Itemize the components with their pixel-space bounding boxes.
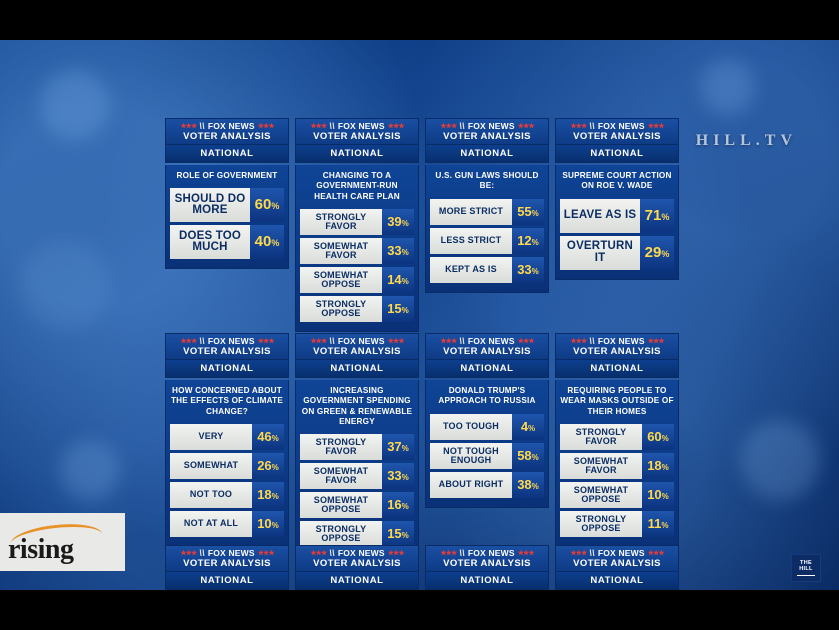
rising-logo: [0, 513, 125, 571]
poll-rows: [170, 424, 284, 537]
bokeh-dot: [700, 60, 755, 115]
poll-row-label: SOMEWHAT: [170, 453, 252, 479]
poll-panel-body: [165, 380, 289, 547]
poll-row-number: 18: [647, 457, 662, 473]
poll-rows: [300, 209, 414, 322]
percent-sign: %: [401, 473, 409, 482]
poll-row-number: 39: [387, 213, 402, 229]
fox-slash-icon: \\: [199, 547, 205, 558]
fox-news-label: FOX NEWS: [597, 121, 645, 131]
poll-row-value: [250, 225, 284, 259]
fox-slash-icon: \\: [329, 335, 335, 346]
the-hill-bug-line2: HILL: [799, 566, 813, 573]
stars-icon: ★★★: [257, 549, 274, 557]
fox-news-logo: [295, 333, 419, 360]
poll-row-number: 58: [517, 447, 532, 463]
poll-row: [560, 511, 674, 537]
poll-row: [430, 199, 544, 225]
fox-slash-icon: \\: [589, 335, 595, 346]
stars-icon: ★★★: [570, 337, 587, 345]
percent-sign: %: [401, 531, 409, 540]
voter-analysis-label: VOTER ANALYSIS: [183, 130, 271, 142]
poll-panel: [555, 118, 679, 280]
poll-row-number: 40: [254, 233, 272, 251]
fox-news-header-p3: [555, 118, 679, 163]
poll-row-number: 12: [517, 232, 532, 248]
poll-row-value: [382, 209, 414, 235]
poll-row: [170, 225, 284, 259]
poll-row-value: [512, 199, 544, 225]
the-hill-bug-rule: [797, 575, 815, 577]
poll-row: [170, 453, 284, 479]
poll-row-number: 55: [517, 203, 532, 219]
poll-panel-body: [555, 165, 679, 280]
voter-analysis-label: VOTER ANALYSIS: [183, 557, 271, 569]
scope-label: NATIONAL: [425, 145, 549, 163]
poll-row: [560, 453, 674, 479]
poll-row-label: LESS STRICT: [430, 228, 512, 254]
percent-sign: %: [661, 211, 670, 222]
poll-panel: [555, 333, 679, 547]
poll-row: [300, 296, 414, 322]
percent-sign: %: [661, 491, 669, 501]
voter-analysis-label: VOTER ANALYSIS: [443, 557, 531, 569]
fox-news-label: FOX NEWS: [597, 336, 645, 346]
poll-row: [560, 236, 674, 270]
stars-icon: ★★★: [647, 549, 664, 557]
poll-row-number: 37: [387, 439, 402, 454]
percent-sign: %: [531, 237, 539, 247]
fox-news-label: FOX NEWS: [207, 548, 255, 558]
poll-row-number: 71: [644, 206, 662, 224]
poll-row-value: [512, 228, 544, 254]
poll-panel-body: [555, 380, 679, 547]
poll-row-label: SOMEWHAT FAVOR: [560, 453, 642, 479]
poll-row-value: [512, 257, 544, 283]
poll-row-label: SOMEWHAT FAVOR: [300, 238, 382, 264]
stars-icon: ★★★: [310, 122, 327, 130]
poll-row: [170, 424, 284, 450]
percent-sign: %: [528, 423, 536, 433]
poll-row-number: 14: [387, 271, 402, 287]
scope-label: NATIONAL: [425, 572, 549, 590]
percent-sign: %: [661, 433, 669, 443]
stars-icon: ★★★: [570, 122, 587, 130]
poll-row-number: 60: [647, 428, 662, 444]
percent-sign: %: [401, 305, 409, 315]
poll-row-label: ABOUT RIGHT: [430, 472, 512, 498]
fox-slash-icon: \\: [329, 547, 335, 558]
voter-analysis-label: VOTER ANALYSIS: [573, 345, 661, 357]
voter-analysis-label: VOTER ANALYSIS: [573, 130, 661, 142]
stars-icon: ★★★: [257, 337, 274, 345]
poll-rows: [170, 188, 284, 259]
percent-sign: %: [531, 208, 539, 218]
poll-row: [430, 472, 544, 498]
the-hill-bug: [791, 554, 821, 582]
poll-row-label: SOMEWHAT FAVOR: [300, 463, 382, 489]
bokeh-dot: [740, 420, 820, 500]
percent-sign: %: [531, 481, 539, 491]
bokeh-dot: [20, 240, 110, 330]
poll-row: [430, 228, 544, 254]
poll-row-number: 33: [517, 261, 532, 277]
fox-news-header-p1: [295, 118, 419, 163]
fox-slash-icon: \\: [589, 120, 595, 131]
scope-label: NATIONAL: [165, 360, 289, 378]
fox-news-header-p7: [555, 333, 679, 378]
poll-row-number: 38: [517, 476, 532, 492]
percent-sign: %: [271, 238, 280, 249]
scope-label: NATIONAL: [425, 360, 549, 378]
poll-row-number: 33: [387, 242, 402, 258]
percent-sign: %: [661, 248, 670, 259]
poll-row: [560, 199, 674, 233]
poll-row: [170, 511, 284, 537]
fox-news-header-p2: [425, 118, 549, 163]
poll-row: [300, 521, 414, 547]
poll-row-label: SOMEWHAT OPPOSE: [300, 492, 382, 518]
poll-row-label: STRONGLY FAVOR: [560, 424, 642, 450]
scope-label: NATIONAL: [555, 360, 679, 378]
poll-question: SUPREME COURT ACTION ON ROE V. WADE: [562, 171, 672, 191]
poll-row: [170, 188, 284, 222]
poll-row-value: [640, 236, 674, 270]
poll-row-value: [382, 267, 414, 293]
poll-row-label: STRONGLY FAVOR: [300, 434, 382, 460]
stars-icon: ★★★: [310, 549, 327, 557]
fox-news-label: FOX NEWS: [207, 336, 255, 346]
poll-row: [300, 209, 414, 235]
poll-row: [300, 267, 414, 293]
stars-icon: ★★★: [310, 337, 327, 345]
hilltv-watermark: HILL.TV: [695, 132, 797, 149]
voter-analysis-label: VOTER ANALYSIS: [313, 557, 401, 569]
percent-sign: %: [271, 201, 280, 212]
poll-row-value: [382, 521, 414, 547]
poll-rows: [430, 199, 544, 283]
voter-analysis-grid: [165, 118, 681, 592]
fox-news-header-p4: [165, 333, 289, 378]
poll-row-value: [382, 296, 414, 322]
fox-news-logo: [555, 333, 679, 360]
percent-sign: %: [401, 247, 409, 257]
fox-news-header-p6: [425, 333, 549, 378]
stars-icon: ★★★: [387, 337, 404, 345]
stars-icon: ★★★: [387, 549, 404, 557]
poll-row: [560, 424, 674, 450]
poll-row-label: KEPT AS IS: [430, 257, 512, 283]
poll-row-value: [640, 199, 674, 233]
percent-sign: %: [271, 491, 279, 501]
poll-row-value: [250, 188, 284, 222]
scope-label: NATIONAL: [555, 572, 679, 590]
poll-row-value: [642, 453, 674, 479]
scope-label: NATIONAL: [295, 145, 419, 163]
poll-panel: [425, 333, 549, 508]
poll-row-number: 46: [257, 428, 272, 444]
fox-slash-icon: \\: [329, 120, 335, 131]
poll-row-number: 18: [257, 486, 272, 502]
poll-row-label: TOO TOUGH: [430, 414, 512, 440]
poll-row-label: SHOULD DO MORE: [170, 188, 250, 222]
fox-slash-icon: \\: [459, 335, 465, 346]
stars-icon: ★★★: [180, 337, 197, 345]
poll-row-value: [512, 472, 544, 498]
poll-row-number: 4: [520, 418, 529, 434]
stars-icon: ★★★: [440, 122, 457, 130]
fox-slash-icon: \\: [589, 547, 595, 558]
percent-sign: %: [271, 462, 279, 472]
poll-row: [560, 482, 674, 508]
poll-row-number: 10: [647, 486, 662, 502]
fox-news-label: FOX NEWS: [467, 121, 515, 131]
poll-row-label: NOT TOO: [170, 482, 252, 508]
poll-row-label: SOMEWHAT OPPOSE: [560, 482, 642, 508]
scope-label: NATIONAL: [555, 145, 679, 163]
bokeh-dot: [40, 70, 110, 140]
voter-analysis-label: VOTER ANALYSIS: [183, 345, 271, 357]
fox-news-logo: [165, 333, 289, 360]
voter-analysis-label: VOTER ANALYSIS: [313, 345, 401, 357]
fox-news-logo: [425, 333, 549, 360]
percent-sign: %: [271, 520, 279, 530]
poll-row-value: [382, 434, 414, 460]
fox-news-logo: [555, 118, 679, 145]
fox-news-header-bottom2: [425, 545, 549, 590]
fox-news-label: FOX NEWS: [337, 336, 385, 346]
stars-icon: ★★★: [257, 122, 274, 130]
poll-row-number: 60: [254, 196, 272, 214]
fox-slash-icon: \\: [199, 335, 205, 346]
poll-row-value: [512, 414, 544, 440]
poll-row-label: STRONGLY FAVOR: [300, 209, 382, 235]
percent-sign: %: [661, 462, 669, 472]
fox-news-logo: [425, 545, 549, 572]
poll-row: [300, 463, 414, 489]
poll-row-label: SOMEWHAT OPPOSE: [300, 267, 382, 293]
fox-news-logo: [165, 545, 289, 572]
poll-question: INCREASING GOVERNMENT SPENDING ON GREEN & RENEWABLE ENERGY: [301, 386, 413, 426]
poll-row-value: [382, 463, 414, 489]
poll-question: DONALD TRUMP'S APPROACH TO RUSSIA: [438, 386, 536, 406]
rising-swoosh-icon: [8, 521, 104, 537]
poll-row: [430, 443, 544, 469]
fox-news-label: FOX NEWS: [337, 121, 385, 131]
fox-news-logo: [295, 118, 419, 145]
stars-icon: ★★★: [647, 122, 664, 130]
poll-panel: [165, 333, 289, 547]
poll-question: CHANGING TO A GOVERNMENT-RUN HEALTH CARE PLAN: [314, 171, 400, 201]
poll-rows: [560, 199, 674, 270]
voter-analysis-label: VOTER ANALYSIS: [443, 130, 531, 142]
fox-slash-icon: \\: [459, 120, 465, 131]
stars-icon: ★★★: [517, 122, 534, 130]
percent-sign: %: [271, 433, 279, 443]
poll-panel-body: [295, 165, 419, 332]
fox-news-label: FOX NEWS: [467, 336, 515, 346]
stars-icon: ★★★: [180, 122, 197, 130]
stars-icon: ★★★: [570, 549, 587, 557]
poll-panel: [295, 333, 419, 557]
poll-question: REQUIRING PEOPLE TO WEAR MASKS OUTSIDE OF THEIR HOMES: [560, 386, 674, 416]
fox-news-logo: [295, 545, 419, 572]
poll-row-label: VERY: [170, 424, 252, 450]
percent-sign: %: [401, 444, 409, 453]
fox-slash-icon: \\: [459, 547, 465, 558]
poll-row-label: OVERTURN IT: [560, 236, 640, 270]
fox-news-label: FOX NEWS: [207, 121, 255, 131]
poll-panel: [295, 118, 419, 332]
poll-panel-body: [425, 380, 549, 508]
voter-analysis-label: VOTER ANALYSIS: [313, 130, 401, 142]
poll-row-value: [252, 482, 284, 508]
poll-row-value: [382, 492, 414, 518]
poll-rows: [300, 434, 414, 547]
poll-row-number: 11: [647, 515, 662, 531]
poll-question: HOW CONCERNED ABOUT THE EFFECTS OF CLIMATE CHANGE?: [170, 386, 284, 416]
poll-question: ROLE OF GOVERNMENT: [176, 171, 278, 180]
stars-icon: ★★★: [517, 549, 534, 557]
poll-row-label: STRONGLY OPPOSE: [300, 521, 382, 547]
poll-row: [170, 482, 284, 508]
poll-row-number: 15: [387, 526, 402, 541]
fox-news-label: FOX NEWS: [597, 548, 645, 558]
fox-news-header-bottom3: [555, 545, 679, 590]
poll-row-value: [252, 453, 284, 479]
poll-row-value: [512, 443, 544, 469]
scope-label: NATIONAL: [165, 145, 289, 163]
poll-row-value: [642, 424, 674, 450]
percent-sign: %: [401, 276, 409, 286]
bokeh-dot: [60, 440, 120, 500]
poll-rows: [560, 424, 674, 537]
stars-icon: ★★★: [387, 122, 404, 130]
poll-row-value: [252, 511, 284, 537]
poll-question: U.S. GUN LAWS SHOULD BE:: [435, 171, 539, 191]
voter-analysis-label: VOTER ANALYSIS: [573, 557, 661, 569]
percent-sign: %: [401, 502, 409, 511]
poll-row-number: 15: [387, 300, 402, 316]
poll-panel-body: [425, 165, 549, 293]
percent-sign: %: [401, 218, 409, 228]
poll-row: [430, 414, 544, 440]
poll-rows: [430, 414, 544, 498]
fox-news-header-bottom1: [295, 545, 419, 590]
scope-label: NATIONAL: [295, 572, 419, 590]
voter-analysis-label: VOTER ANALYSIS: [443, 345, 531, 357]
fox-news-logo: [555, 545, 679, 572]
poll-row: [430, 257, 544, 283]
fox-news-header-bottom0: [165, 545, 289, 590]
the-hill-bug-line1: THE: [800, 559, 812, 566]
fox-news-logo: [165, 118, 289, 145]
percent-sign: %: [531, 452, 539, 462]
poll-row-value: [252, 424, 284, 450]
fox-news-logo: [425, 118, 549, 145]
poll-row-number: 10: [257, 515, 272, 531]
poll-row-label: NOT TOUGH ENOUGH: [430, 443, 512, 469]
poll-row-value: [642, 511, 674, 537]
poll-row: [300, 492, 414, 518]
poll-row-label: MORE STRICT: [430, 199, 512, 225]
poll-panel: [425, 118, 549, 293]
poll-row-label: STRONGLY OPPOSE: [560, 511, 642, 537]
stars-icon: ★★★: [440, 549, 457, 557]
fox-news-header-p5: [295, 333, 419, 378]
poll-row-number: 29: [644, 243, 662, 261]
rising-wordmark: rising: [8, 533, 74, 565]
poll-panel-body: [165, 165, 289, 269]
fox-slash-icon: \\: [199, 120, 205, 131]
stars-icon: ★★★: [517, 337, 534, 345]
poll-row-number: 33: [387, 468, 402, 483]
poll-row-number: 16: [387, 497, 402, 512]
fox-news-label: FOX NEWS: [337, 548, 385, 558]
stars-icon: ★★★: [647, 337, 664, 345]
scope-label: NATIONAL: [165, 572, 289, 590]
poll-row-value: [642, 482, 674, 508]
fox-news-header-p0: [165, 118, 289, 163]
fox-news-label: FOX NEWS: [467, 548, 515, 558]
poll-panel: [165, 118, 289, 269]
video-frame: [0, 40, 839, 590]
poll-row-number: 26: [257, 457, 272, 473]
stars-icon: ★★★: [440, 337, 457, 345]
scope-label: NATIONAL: [295, 360, 419, 378]
poll-row-label: NOT AT ALL: [170, 511, 252, 537]
poll-panel-body: [295, 380, 419, 557]
poll-row-label: LEAVE AS IS: [560, 199, 640, 233]
stars-icon: ★★★: [180, 549, 197, 557]
poll-row-label: DOES TOO MUCH: [170, 225, 250, 259]
poll-row-label: STRONGLY OPPOSE: [300, 296, 382, 322]
percent-sign: %: [531, 266, 539, 276]
poll-row-value: [382, 238, 414, 264]
percent-sign: %: [661, 520, 669, 530]
poll-row: [300, 238, 414, 264]
poll-row: [300, 434, 414, 460]
